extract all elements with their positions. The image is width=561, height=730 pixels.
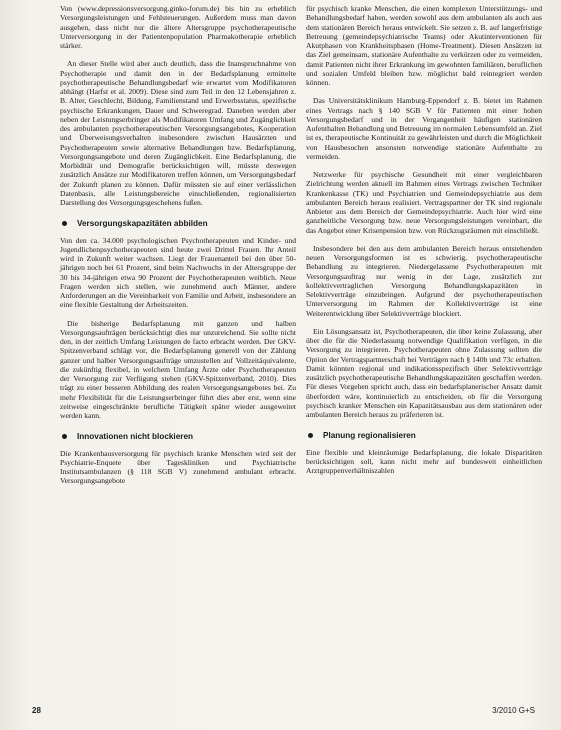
issue-label: 3/2010 G+S [492,706,535,715]
bullet-icon [308,433,313,438]
paragraph: Eine flexible und kleinräumige Bedarfsplanung, die lokale Disparitäten berücksichtigen soll, kann nicht mehr auf bundesweit einheitlichen Arztgruppenverhältniszahlen [306,447,542,475]
paragraph: Insbesondere bei den aus dem ambulanten Bereich heraus entstehenden neuen Versorgungsformen ist es schwierig, psychotherapeutische Behandlung zu integrieren. Niedergelassene Psychotherapeuten mit Versorgungsauftrag nur wenig in der Lage, zusätzlich zur kollektivvertraglichen Versorgung Behandlungskapazitäten in Selektivverträge einzubringen. Aufgrund der psychotherapeutischen Unterversorgung im Rahmen der Kollektivverträge ist eine Weiterentwicklung über Selektivverträge blockiert. [306,243,542,318]
section-heading [60,219,296,228]
paragraph: Von den ca. 34.000 psychologischen Psychotherapeuten und Kinder- und Jugendlichenpsychotherapeuten sind heute zwei Drittel Frauen. Ihr Anteil wird in Zukunft weiter wachsen. Liegt der Frauenanteil bei den über 50-jährigen noch bei 61 Prozent, sind beim Nachwuchs in der Altersgruppe der 30 bis 34-jährigen etwa 90 Prozent der Psychotherapeuten weiblich. Neue Fragen werden sich stellen, wie zunehmend auch Männer, andere Anforderungen an die Vereinbarkeit von Familie und Arbeit, insbesondere an eine flexible Gestaltung der Arbeitszeiten. [60,235,296,310]
paragraph: Netzwerke für psychische Gesundheit mit einer vergleichbaren Zielrichtung werden aktuell im Rahmen eines Vertrags zwischen Techniker Krankenkasse (TK) und Psychiatrien und Gemeindepsychiatrie aus dem ambulanten Bereich heraus realisiert. Vertragspartner der TK sind regionale Anbieter aus dem Bereich der Gemeindepsychiatrie. Auch hier wird eine ganzheitliche Versorgung bzw. neue Versorgungsleistungen vereinbart, die das Angebot einer Krisenpension bzw. von Rückzugsräumen mit einschließt. [306,170,542,235]
bullet-icon [62,434,67,439]
section-heading [306,431,542,440]
section-heading-text: Versorgungskapazitäten abbilden [77,219,208,229]
section-heading-text: Innovationen nicht blockieren [77,432,194,442]
left-column [60,4,296,495]
paragraph: Die Krankenhausversorgung für psychisch kranke Menschen wird seit der Psychiatrie-Enquete über Tageskliniken und Psychiatrische Institutsambulanzen (§ 118 SGB V) zunehmend ambulant erbracht. Versorgungsangebote [60,448,296,486]
page-number: 28 [32,706,41,715]
paragraph: Ein Lösungsansatz ist, Psychotherapeuten, die über keine Zulassung, aber über die für die Niederlassung notwendige Qualifikation verfügen, in die Versorgung zu integrieren. Psychotherapeuten ohne Zulassung sollten die Option der Vertragspartnerschaft bei Verträgen nach § 140b und 73c erhalten. Damit könnten regional und indikationsspezifisch über Selektivverträge zusätzlich psychotherapeutische Behandlungskapazitäten geschaffen werden. Für dieses Vorgehen spricht auch, dass ein bedarfsplanerischer Ansatz damit überfordert wäre, kontinuierlich zu entscheiden, ob für die Versorgung psychisch kranker Menschen ein Kapazitätsausbau aus dem stationären oder ambulanten Bereich heraus zu präferieren ist. [306,326,542,419]
right-column [306,4,542,484]
paragraph: Die bisherige Bedarfsplanung mit ganzen und halben Versorgungsaufträgen berücksichtigt dies nur unzureichend. Sie sollte nicht den, in der zeitlich Umfang Leistungen de facto erbracht werden. Der GKV-Spitzenverband schlägt vor, die Bedarfsplanung generell von der Zählung ganzer und halber Versorgungsaufträge umzustellen auf Vollzeitäquivalente, die zukünftig flexibel, in welchem Umfang Ärzte oder Psychotherapeuten der Versorgung zur Verfügung stehen (GKV-Spitzenverband, 2010). Dies trägt zu einer besseren Abbildung des realen Versorgungsangebotes bei. Zu mehr Flexibilität für die Leistungserbringer führt dies aber erst, wenn eine zeitweise eingeschränkte berufliche Tätigkeit später wieder ausgeweitet werden kann. [60,318,296,420]
paragraph: Von (www.depressionsversorgung.ginko-forum.de) bis hin zu erheblich Versorgungsleistungen und Fehlsteuerungen. Außerdem muss man davon ausgehen, dass nicht nur die ältere Altersgruppe psychotherapeutische Unterversorgung in der Patientenpopulation Pharmakotherapie erheblich stärker. [60,4,296,50]
paragraph: Das Universitätsklinikum Hamburg-Eppendorf z. B. bietet im Rahmen eines Vertrags nach § 140 SGB V für Patienten mit einer hohen Versorgungsbedarf und in der Vergangenheit häufigen stationären Aufenthalten Behandlung und Betreuung im normalen Lebensumfeld an. Ziel ist es, therapeutische Kontinuität zu gewährleisten und durch die Möglichkeit von Hausbesuchen ansonsten notwendige stationäre Aufenthalte zu vermeiden. [306,96,542,161]
paragraph: An dieser Stelle wird aber auch deutlich, dass die Inanspruchnahme von Psychotherapie und damit den in der Bedarfsplanung ermittelte psychotherapeutische Behandlungsbedarf wie erwartet vom Modifikatoren abhängt (Harfst et al. 2009). Diese sind zum Teil in den 12 Lebensjahren z. B. Alter, Geschlecht, Bildung, Familienstand und Erwerbsstatus, spezifische psychische Erkrankungen, Dauer und Schweregrad. Daneben werden aber neben der Leistungserbringer als Modifikatoren Umfang und Zugänglichkeit des ambulanten psychotherapeutischen Versorgungsangebotes, Kooperation und Überweisungsverhalten insbesondere zwischen Hausärzten und Psychotherapeuten sowie alternative Behandlungen bzw. Bedarfsplanung, Versorgungsangebote und deren Zugänglichkeit. Eine Bedarfsplanung, die Morbidität und Demografie berücksichtigen will, müsste deswegen zusätzlich Ansätze zur Modifikatoren treffen können, um Versorgungsbedarf der Zukunft planen zu können. Dafür müssten sie auf einer verlässlichen Datenbasis, alle Leistungsbereiche einschließenden, regionalisierten Darstellung des Versorgungsgeschehens fußen. [60,59,296,207]
section-heading-text: Planung regionalisieren [323,431,416,441]
section-heading [60,432,296,441]
page-footer [0,706,561,722]
paragraph: für psychisch kranke Menschen, die einen komplexen Unterstützungs- und Behandlungsbedarf haben, werden sowohl aus dem ambulanten als auch aus dem stationären Bereich heraus entwickelt. Sie setzen z. B. auf langerfristige Betreuung (gemeindepsychiatrische Teams) oder Akutinterventionen für Akutphasen von Krankheitsphasen (Home-Treatment). Diesen Ansätzen ist das Ziel gemeinsam, stationäre Aufenthalte zu verkürzen oder zu vermeiden, damit Patienten nicht ihrer Erkrankung im gewohnten familiären, beruflichen und sozialen Umfeld bleiben bzw. möglichst bald reintegriert werden können. [306,4,542,87]
bullet-icon [62,221,67,226]
